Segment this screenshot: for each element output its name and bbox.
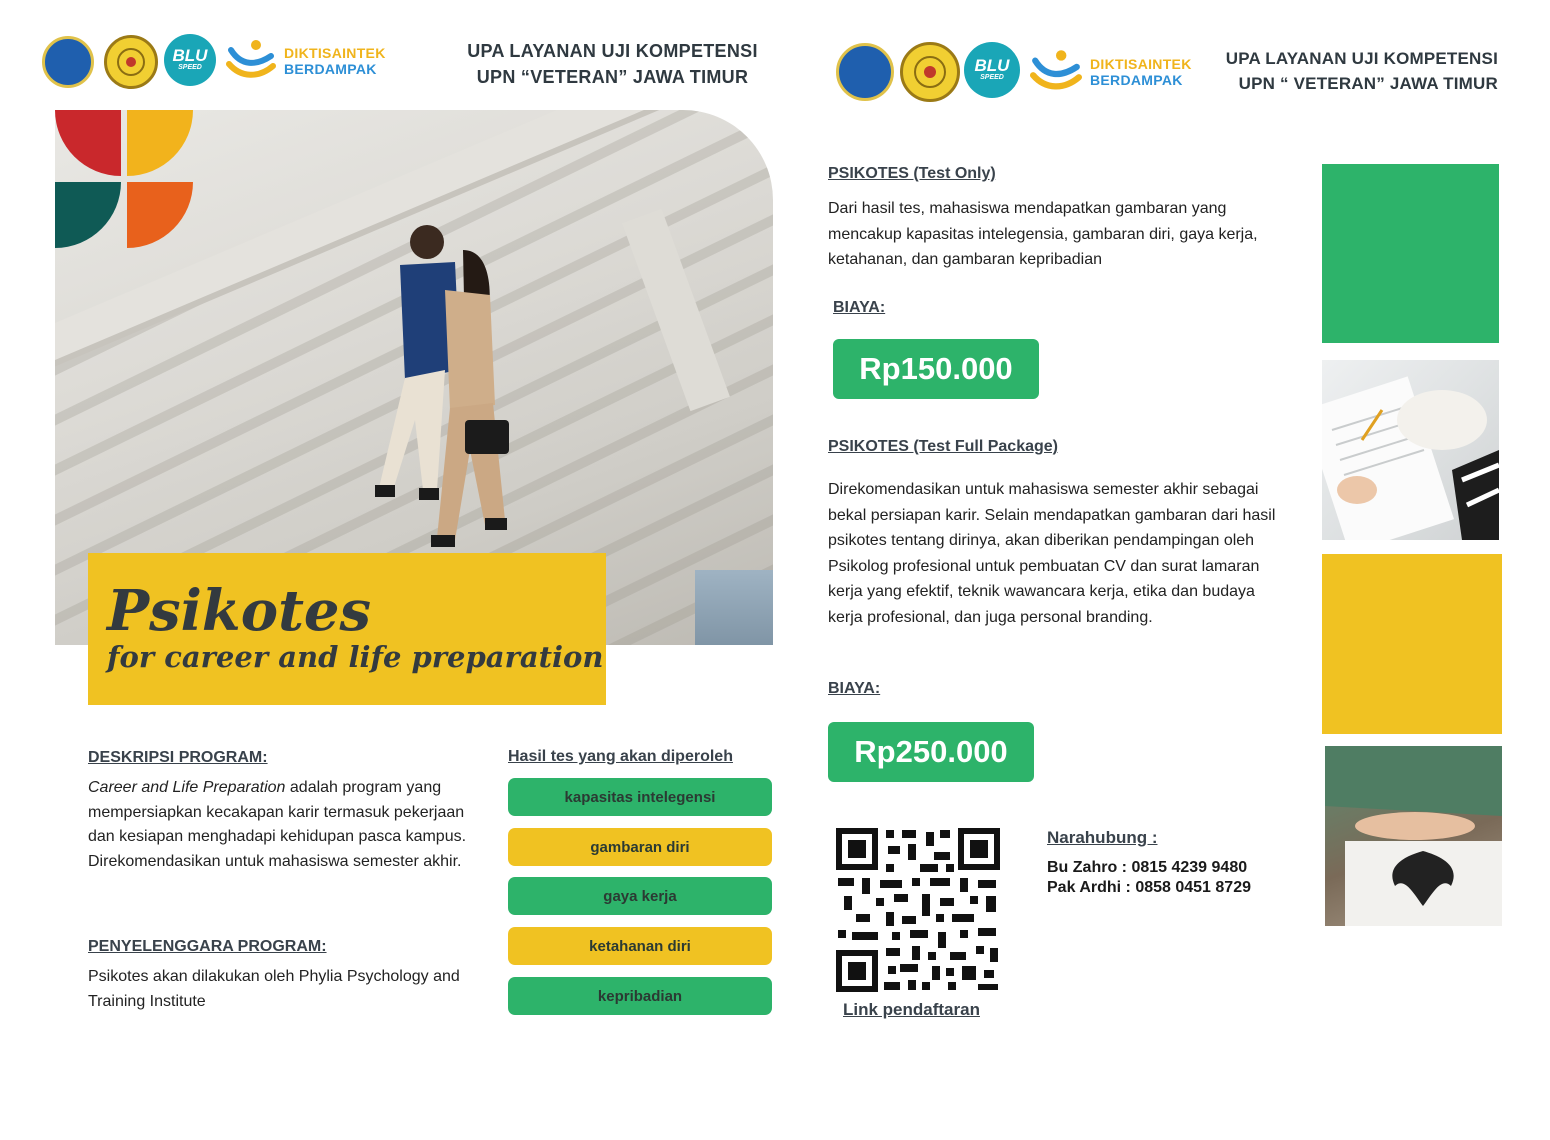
registration-qr-code[interactable] bbox=[836, 828, 1000, 992]
result-pill: ketahanan diri bbox=[508, 927, 772, 965]
organizer-text: Psikotes akan dilakukan oleh Phylia Psychology and Training Institute bbox=[88, 968, 460, 1010]
package1-text: Dari hasil tes, mahasiswa mendapatkan gambaran yang mencakup kapasitas intelegensia, gambaran diri, gaya kerja, ketahanan, dan gambaran kepribadian bbox=[828, 200, 1258, 268]
dikti-wordmark: DIKTISAINTEK BERDAMPAK bbox=[1090, 56, 1192, 88]
inkblot-test-photo bbox=[1325, 746, 1502, 926]
hero-subtitle: for career and life preparation bbox=[107, 640, 604, 674]
people-illustration bbox=[345, 220, 545, 560]
results-heading: Hasil tes yang akan diperoleh bbox=[508, 748, 733, 765]
dikti-emblem-icon bbox=[226, 36, 276, 82]
result-pill: kepribadian bbox=[508, 977, 772, 1015]
description-text: Career and Life Preparation adalah program yang mempersiapkan kecakapan karir termasuk pekerjaan dan kesiapan menghadapi kehidupan pasca kampus. Direkomendasikan untuk mahasiswa semester akhir. bbox=[88, 779, 467, 870]
background-building bbox=[695, 570, 773, 645]
decorative-shapes bbox=[55, 110, 193, 248]
header-title: UPA LAYANAN UJI KOMPETENSI UPN “ VETERAN” JAWA TIMUR bbox=[1225, 49, 1498, 93]
package1-heading: PSIKOTES (Test Only) bbox=[828, 165, 996, 182]
upn-logo bbox=[104, 35, 158, 89]
kemdikbud-logo bbox=[42, 36, 94, 88]
package1-fee-label: BIAYA: bbox=[833, 299, 886, 316]
blu-logo: BLU SPEED bbox=[964, 42, 1020, 98]
upn-logo bbox=[900, 42, 960, 102]
result-pill: kapasitas intelegensi bbox=[508, 778, 772, 816]
contact-heading: Narahubung : bbox=[1047, 828, 1158, 847]
registration-link[interactable]: Link pendaftaran bbox=[843, 1000, 980, 1019]
writing-test-photo bbox=[1322, 360, 1499, 540]
package2-price: Rp250.000 bbox=[828, 722, 1034, 782]
yellow-accent-block bbox=[1322, 554, 1502, 734]
dikti-emblem-icon bbox=[1030, 46, 1082, 94]
hero-title: Psikotes bbox=[107, 578, 372, 644]
contact-line: Bu Zahro : 0815 4239 9480 bbox=[1047, 859, 1248, 876]
blu-logo: BLU SPEED bbox=[164, 34, 216, 86]
kemdikbud-logo bbox=[836, 43, 894, 101]
contact-line: Pak Ardhi : 0858 0451 8729 bbox=[1047, 879, 1251, 896]
package2-text: Direkomendasikan untuk mahasiswa semester akhir sebagai bekal persiapan karir. Selain mendapatkan gambaran dari hasil psikotes tentang dirinya, akan diberikan pendampingan oleh Psikolog profesional untuk pembuatan CV dan surat lamaran kerja yang efektif, teknik wawancara kerja, etika dan budaya kerja profesional, dan juga personal branding. bbox=[828, 481, 1276, 626]
package2-fee-label: BIAYA: bbox=[828, 680, 881, 697]
description-heading: DESKRIPSI PROGRAM: bbox=[88, 749, 268, 766]
organizer-heading: PENYELENGGARA PROGRAM: bbox=[88, 938, 327, 955]
result-pill: gambaran diri bbox=[508, 828, 772, 866]
header-title: UPA LAYANAN UJI KOMPETENSI UPN “VETERAN” JAWA TIMUR bbox=[467, 41, 758, 87]
dikti-wordmark: DIKTISAINTEK BERDAMPAK bbox=[284, 45, 386, 77]
package2-heading: PSIKOTES (Test Full Package) bbox=[828, 438, 1058, 455]
package1-price: Rp150.000 bbox=[833, 339, 1039, 399]
green-accent-block bbox=[1322, 164, 1499, 343]
result-pill: gaya kerja bbox=[508, 877, 772, 915]
